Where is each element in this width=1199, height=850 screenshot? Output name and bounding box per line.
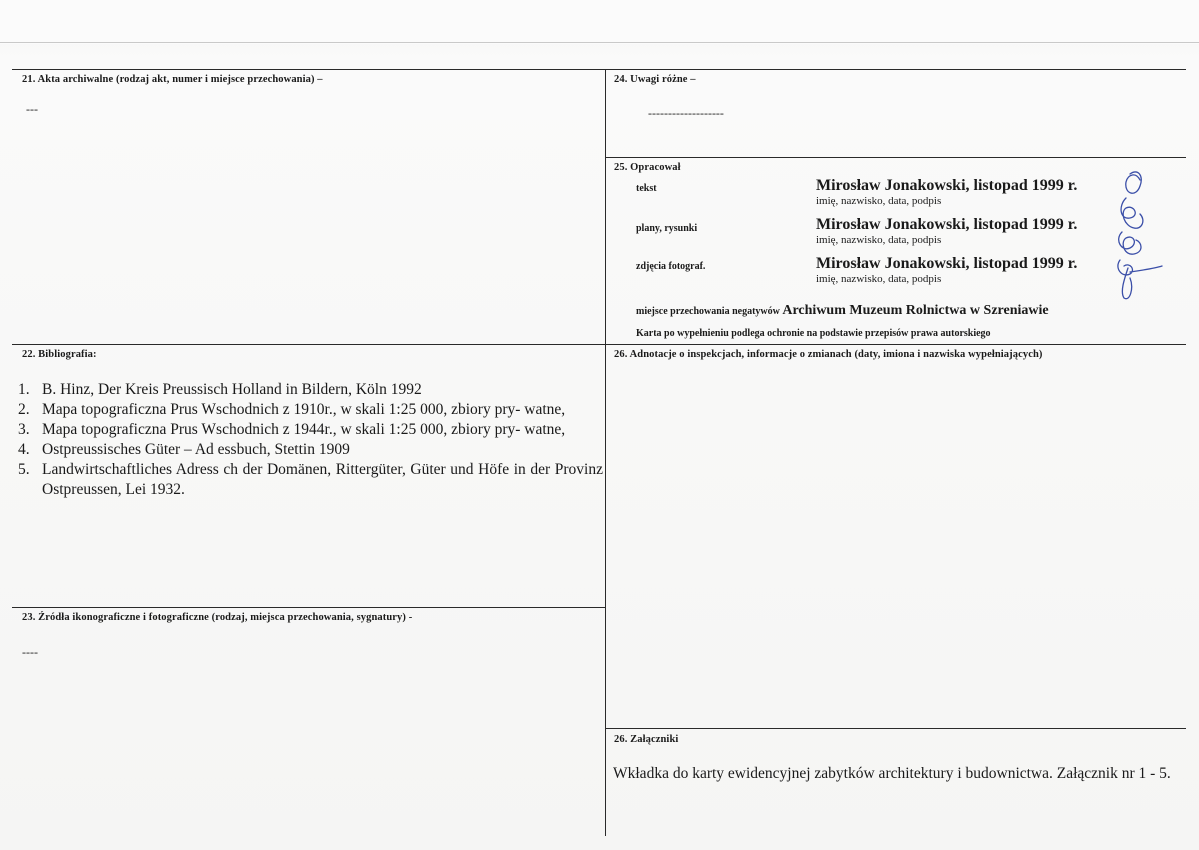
list-item-text: Mapa topograficzna Prus Wschodnich z 1910r., w skali 1:25 000, zbiory pry- watne,: [42, 401, 566, 418]
list-item-number: 1.: [18, 381, 30, 398]
row-label-tekst: tekst: [636, 183, 657, 194]
author-name-text: Mirosław Jonakowski, listopad 1999 r.: [816, 177, 1078, 194]
copyright-note: Karta po wypełnieniu podlega ochronie na podstawie przepisów prawa autorskiego: [636, 328, 991, 339]
negatives-archive: Archiwum Muzeum Rolnictwa w Szreniawie: [782, 303, 1049, 318]
list-item-number: 2.: [18, 401, 30, 418]
negatives-location: [636, 303, 1049, 319]
section-26-attachments-label: 26. Załączniki: [614, 734, 679, 745]
negatives-label: miejsce przechowania negatywów: [636, 306, 780, 317]
section-23-label: 23. Źródła ikonograficzne i fotograficzne (rodzaj, miejsca przechowania, sygnatury) -: [22, 612, 413, 623]
list-item: [18, 400, 603, 420]
section-21-label: 21. Akta archiwalne (rodzaj akt, numer i miejsce przechowania) –: [22, 74, 323, 85]
list-item-number: 5.: [18, 461, 30, 478]
list-item-text: Ostpreussisches Güter – Ad essbuch, Stettin 1909: [42, 441, 350, 458]
handwritten-signature: [1100, 168, 1170, 303]
form-top-border: [12, 69, 1186, 70]
list-item-text: Mapa topograficzna Prus Wschodnich z 1944r., w skali 1:25 000, zbiory pry- watne,: [42, 421, 566, 438]
section-24-label: 24. Uwagi różne –: [614, 74, 696, 85]
row-label-plany: plany, rysunki: [636, 223, 698, 234]
attachments-text: Wkładka do karty ewidencyjnej zabytków architektury i budownictwa. Załącznik nr 1 - 5.: [613, 765, 1171, 782]
section-22-label: 22. Bibliografia:: [22, 349, 97, 360]
scan-top-margin: [0, 0, 1199, 44]
section-21-value: ---: [26, 102, 38, 116]
author-name-plans: Mirosław Jonakowski, listopad 1999 r.: [816, 216, 1078, 233]
author-caption-photos: imię, nazwisko, data, podpis: [816, 273, 942, 285]
list-item: [18, 440, 603, 460]
bibliography-list: [18, 380, 603, 500]
center-column-divider: [605, 69, 606, 836]
row-label-zdjecia: zdjęcia fotograf.: [636, 261, 706, 272]
author-name-photos: Mirosław Jonakowski, listopad 1999 r.: [816, 255, 1078, 272]
list-item-number: 3.: [18, 421, 30, 438]
author-caption-text: imię, nazwisko, data, podpis: [816, 195, 942, 207]
list-item: [18, 460, 603, 500]
list-item-number: 4.: [18, 441, 30, 458]
divider-row-22: [12, 344, 1186, 345]
section-23-value: ----: [22, 645, 38, 659]
author-caption-plans: imię, nazwisko, data, podpis: [816, 234, 942, 246]
divider-26-attachments: [605, 728, 1186, 729]
list-item: [18, 380, 603, 400]
list-item: [18, 420, 603, 440]
list-item-text: Landwirtschaftliches Adress ch der Domänen, Rittergüter, Güter und Höfe in der Provinz Ostpreussen, Lei 1932.: [42, 461, 603, 498]
list-item-text: B. Hinz, Der Kreis Preussisch Holland in Bildern, Köln 1992: [42, 381, 422, 398]
section-26-inspections-label: 26. Adnotacje o inspekcjach, informacje o zmianach (daty, imiona i nazwiska wypełniających): [614, 349, 1043, 360]
divider-24-25: [605, 157, 1186, 158]
divider-22-23: [12, 607, 605, 608]
section-24-value: -------------------: [648, 106, 724, 120]
scan-fold-line: [0, 42, 1199, 43]
section-25-label: 25. Opracował: [614, 162, 681, 173]
